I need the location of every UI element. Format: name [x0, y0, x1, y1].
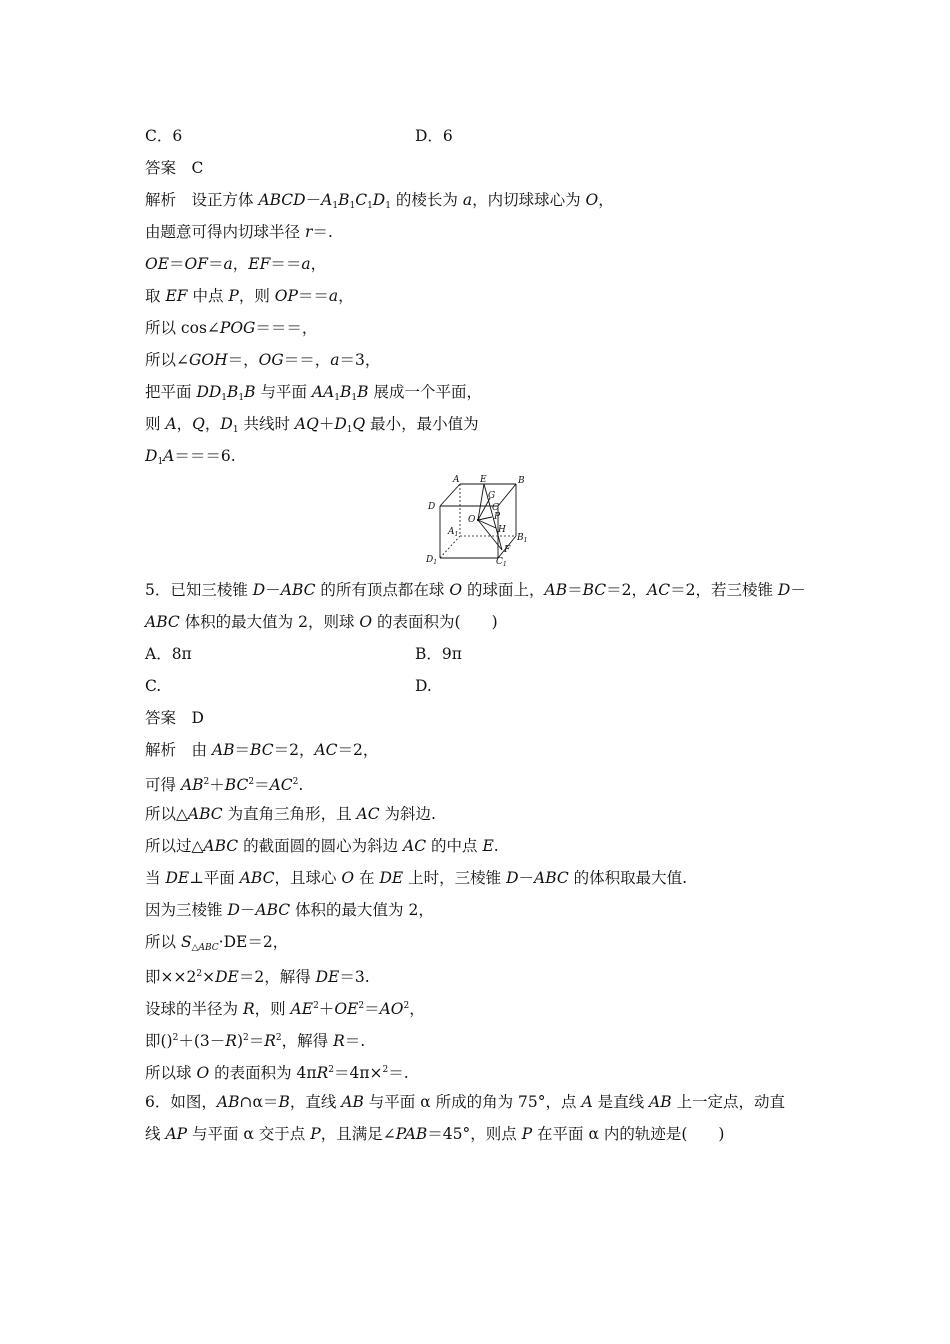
label-d1: $D_1$	[426, 555, 438, 566]
q5-solution-line-7: 所以 $S_{\triangle ABC}\cdot DE=2$，	[145, 933, 289, 953]
cube-figure	[418, 470, 536, 566]
label-c1: $C_1$	[496, 557, 507, 566]
label-b1: $B_1$	[517, 533, 528, 544]
q4-solution-line-5: 所以 cos∠POG＝＝＝，	[145, 319, 318, 337]
q5-answer: 答案 D	[145, 709, 204, 727]
q5-solution-line-4: 所以过△ABC 的截面圆的圆心为斜边 AC 的中点 E.	[145, 837, 499, 855]
q5-option-d: D.	[415, 677, 432, 695]
q4-solution-line-7: 把平面 $DD_1B_1B$ 与平面 $AA_1B_1B$ 展成一个平面，	[145, 383, 482, 403]
label-o: O	[468, 515, 476, 525]
q4-option-d: D．6	[415, 127, 453, 145]
q5-solution-line-11: 所以球 O 的表面积为 $4\pi R^2=4\pi\times^2=$.	[145, 1064, 409, 1082]
q4-solution-line-1: 解析 设正方体 $ABCD-A_1B_1C_1D_1$ 的棱长为 a，内切球球心为 O，	[145, 191, 614, 211]
label-c: C	[492, 503, 499, 513]
edge-d-a	[440, 484, 460, 506]
q6-stem-line-2: 线 AP 与平面 α 交于点 P，且满足∠PAB＝45°，则点 P 在平面 α 内的轨迹是( )	[145, 1125, 725, 1143]
label-d: D	[428, 502, 436, 512]
q4-solution-line-6: 所以∠GOH＝，OG＝＝，a＝3，	[145, 351, 381, 369]
label-b: B	[518, 476, 525, 486]
q5-solution-line-3: 所以△ABC 为直角三角形，且 AC 为斜边.	[145, 805, 436, 823]
label-e: E	[480, 475, 487, 485]
q5-stem-line-2: ABC 体积的最大值为 2，则球 O 的表面积为( )	[145, 613, 498, 631]
edge-c-b	[498, 484, 516, 506]
q4-solution-line-2: 由题意可得内切球半径 r＝.	[145, 223, 333, 241]
q5-option-c: C.	[145, 677, 162, 695]
q5-solution-line-5: 当 DE⊥平面 ABC，且球心 O 在 DE 上时，三棱锥 D－ABC 的体积取最大值.	[145, 869, 688, 887]
q5-solution-line-2: 可得 $AB^2+BC^2=AC^2$.	[145, 776, 304, 794]
q5-solution-line-9: 设球的半径为 R，则 $AE^2+OE^2=AO^2$，	[145, 1000, 425, 1018]
q5-solution-line-10: 即$()^2+(3-R)^2=R^2$，解得 R＝.	[145, 1032, 366, 1050]
cube-diagram	[418, 470, 536, 566]
q4-solution-line-9: $D_1A===6$.	[145, 447, 236, 467]
q5-solution-line-1: 解析 由 AB＝BC＝2，AC＝2，	[145, 741, 379, 759]
line-o-p	[478, 517, 492, 520]
label-h: H	[498, 525, 506, 535]
label-p: P	[494, 512, 501, 522]
q5-solution-line-8: 即$\times\times 2^2\times DE=2$，解得 DE＝3.	[145, 968, 370, 986]
label-a: A	[453, 475, 460, 485]
q5-option-b: B．9π	[415, 645, 462, 663]
q6-stem-line-1: 6．如图，AB∩α＝B，直线 AB 与平面 α 所成的角为 75°，点 A 是直线 AB 上一定点，动直	[145, 1093, 786, 1111]
q4-solution-line-4: 取 EF 中点 P，则 OP＝＝a，	[145, 287, 354, 305]
q4-answer: 答案 C	[145, 159, 204, 177]
q5-stem-line-1: 5．已知三棱锥 D－ABC 的所有顶点都在球 O 的球面上，AB＝BC＝2，AC＝2，若三棱锥 D－	[145, 581, 806, 599]
q4-option-c: C．6	[145, 127, 183, 145]
hidden-edge-d1-a1	[440, 536, 460, 558]
q5-solution-line-6: 因为三棱锥 D－ABC 体积的最大值为 2，	[145, 901, 434, 919]
label-g: G	[488, 491, 496, 501]
q4-solution-line-3: OE＝OF＝a，EF＝＝a，	[145, 255, 327, 273]
q5-option-a: A．8π	[145, 645, 192, 663]
q4-solution-line-8: 则 A，Q，$D_1$ 共线时 $AQ+D_1Q$ 最小，最小值为	[145, 415, 479, 435]
label-a1: $A_1$	[448, 527, 459, 538]
label-f: F	[504, 545, 511, 555]
center-point-o	[477, 519, 479, 521]
